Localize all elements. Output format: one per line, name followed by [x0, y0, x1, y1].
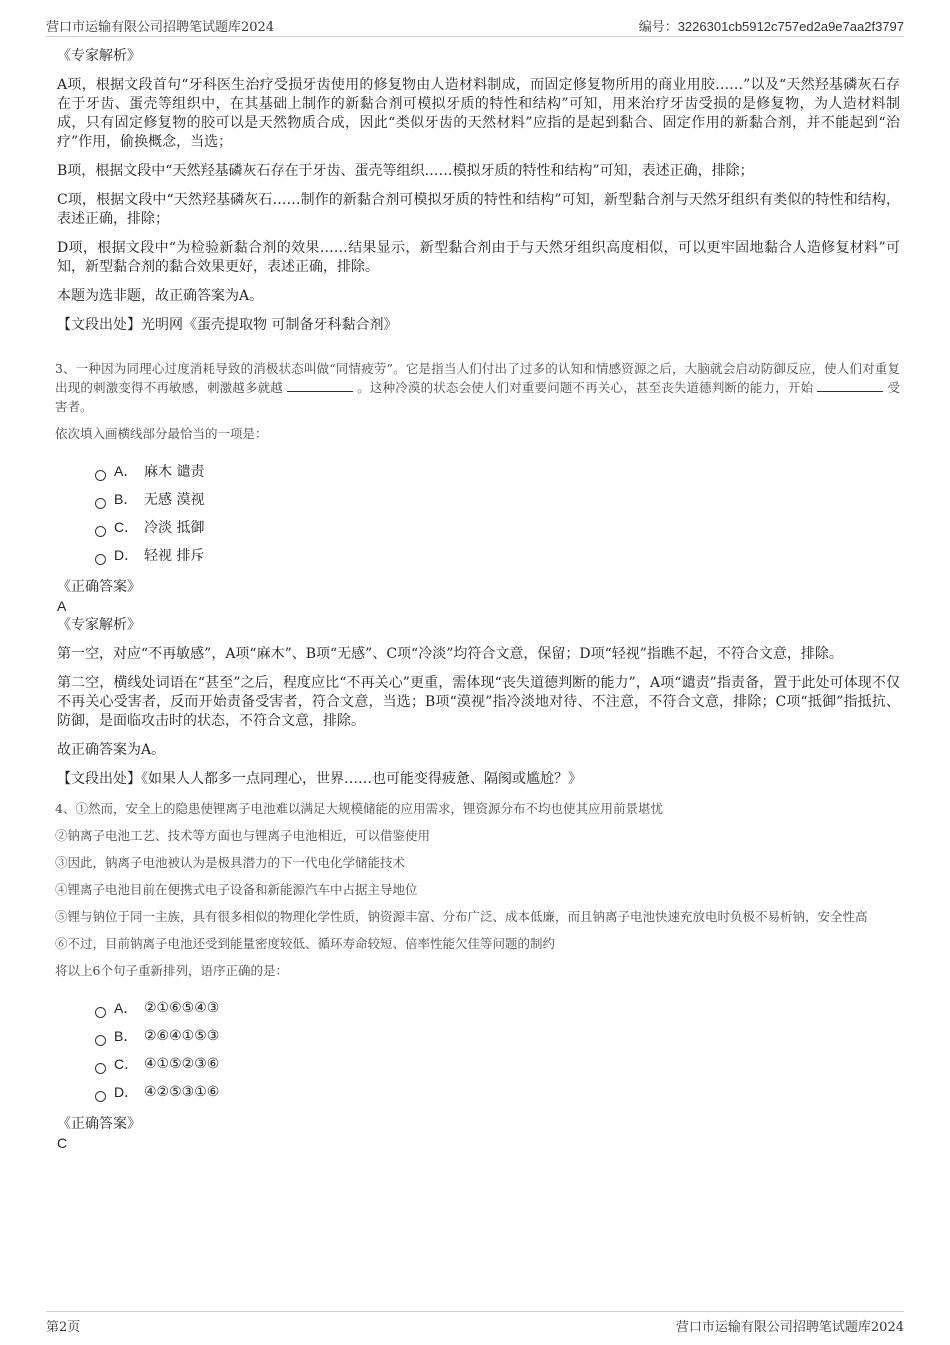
footer-title: 营口市运输有限公司招聘笔试题库2024 — [675, 1320, 904, 1335]
question-4-sentence: ⑥不过，目前钠离子电池还受到能量密度较低、循环寿命较短、倍率性能欠佳等问题的制约 — [55, 936, 556, 951]
option-d[interactable] — [95, 541, 900, 569]
radio-icon[interactable] — [95, 498, 106, 509]
page-header — [46, 14, 904, 37]
option-text: ④①⑤②③⑥ — [144, 1056, 220, 1072]
option-letter: D． — [114, 547, 139, 563]
option-letter: D． — [114, 1084, 139, 1100]
blank-line — [287, 379, 353, 392]
answer-label: 《正确答案》 — [57, 1116, 141, 1132]
option-letter: B． — [114, 1028, 138, 1044]
question-4-sentence: ⑤锂与钠位于同一主族，具有很多相似的物理化学性质，钠资源丰富、分布广泛、成本低廉，而且钠离子电池快速充放电时负极不易析钠，安全性高 — [55, 909, 868, 924]
question-3-text: 。这种冷漠的状态会使人们对重要问题不再关心，甚至丧失道德判断的能力，开始 — [357, 380, 814, 395]
option-b[interactable] — [95, 1022, 900, 1050]
radio-icon[interactable] — [95, 1091, 106, 1102]
analysis-paragraph: B项，根据文段中“天然羟基磷灰石存在于牙齿、蛋壳等组织……模拟牙质的特性和结构”可知，表述正确，排除； — [57, 163, 754, 179]
page-content — [55, 46, 900, 1152]
answer-value: C — [57, 1135, 68, 1151]
question-4-sentence: 4、①然而，安全上的隐患使锂离子电池难以满足大规模储能的应用需求，锂资源分布不均也使其应用前景堪忧 — [55, 801, 663, 816]
header-doc-id: 编号：3226301cb5912c757ed2a9e7aa2f3797 — [638, 19, 904, 34]
radio-icon[interactable] — [95, 1035, 106, 1046]
option-text: ②①⑥⑤④③ — [144, 1000, 220, 1016]
question-3-text: 受害者。 — [55, 380, 900, 414]
answer-conclusion: 本题为选非题，故正确答案为A。 — [57, 288, 264, 304]
option-text: 轻视 排斥 — [144, 548, 205, 564]
question-3-stem — [55, 359, 900, 416]
analysis-paragraph: D项，根据文段中“为检验新黏合剂的效果……结果显示，新型黏合剂由于与天然牙组织高度相似，可以更牢固地黏合人造修复材料”可知，新型黏合剂的黏合效果更好，表述正确，排除。 — [57, 240, 900, 275]
answer-label: 《正确答案》 — [57, 579, 141, 595]
option-text: 冷淡 抵御 — [144, 520, 205, 536]
question-3-text: 3、一种因为同理心过度消耗导致的消极状态叫做“同情疲劳”。它是指当人们付出了过多的认知和情感资源之后，大脑就会启动防御反应，使人们对重复出现的刺激变得不再敏感，刺激越多就越 — [55, 361, 900, 395]
page-number: 第2页 — [46, 1320, 81, 1335]
question-4-sentence: ④锂离子电池目前在便携式电子设备和新能源汽车中占据主导地位 — [55, 882, 418, 897]
question-4-sentence: ②钠离子电池工艺、技术等方面也与锂离子电池相近，可以借鉴使用 — [55, 828, 431, 843]
analysis-paragraph: 第一空，对应“不再敏感”，A项“麻木”、B项“无感”、C项“冷淡”均符合文意，保留；D项“轻视”指瞧不起，不符合文意，排除。 — [57, 646, 843, 662]
option-text: 麻木 谴责 — [144, 464, 205, 480]
answer-value: A — [57, 598, 67, 614]
option-text: 无感 漠视 — [144, 492, 205, 508]
analysis-label: 《专家解析》 — [57, 617, 141, 633]
option-d[interactable] — [95, 1078, 900, 1106]
option-letter: B． — [114, 491, 138, 507]
option-a[interactable] — [95, 994, 900, 1022]
question-4-sentence: ③因此，钠离子电池被认为是极具潜力的下一代电化学储能技术 — [55, 855, 406, 870]
radio-icon[interactable] — [95, 554, 106, 565]
answer-conclusion: 故正确答案为A。 — [57, 742, 166, 758]
option-letter: A． — [114, 1000, 138, 1016]
analysis-label: 《专家解析》 — [57, 48, 141, 64]
option-letter: A． — [114, 463, 138, 479]
radio-icon[interactable] — [95, 1007, 106, 1018]
header-title: 营口市运输有限公司招聘笔试题库2024 — [46, 20, 275, 35]
analysis-paragraph: C项，根据文段中“天然羟基磷灰石……制作的新黏合剂可模拟牙质的特性和结构”可知，新型黏合剂与天然牙组织有类似的特性和结构，表述正确，排除； — [57, 192, 900, 227]
option-a[interactable] — [95, 457, 900, 485]
source-citation: 【文段出处】《如果人人都多一点同理心，世界……也可能变得疲惫、隔阂或尴尬？》 — [57, 771, 582, 787]
option-c[interactable] — [95, 513, 900, 541]
question-4-options — [95, 994, 900, 1106]
option-letter: C． — [114, 519, 139, 535]
page-footer — [46, 1311, 904, 1336]
option-text: ②⑥④①⑤③ — [144, 1028, 220, 1044]
radio-icon[interactable] — [95, 526, 106, 537]
blank-line — [817, 379, 883, 392]
radio-icon[interactable] — [95, 470, 106, 481]
option-b[interactable] — [95, 485, 900, 513]
option-text: ④②⑤③①⑥ — [144, 1084, 220, 1100]
option-c[interactable] — [95, 1050, 900, 1078]
analysis-paragraph: A项，根据文段首句“牙科医生治疗受损牙齿使用的修复物由人造材料制成，而固定修复物所用的商业用胶……”以及“天然羟基磷灰石存在于牙齿、蛋壳等组织中，在其基础上制作的新黏合剂可模拟牙质的特性和结构”可知，用来治疗牙齿受损的是修复物，为人造材料制成，只有固定修复物的胶可以是天然物质合成，因此“类似牙齿的天然材料”应指的是起到黏合、固定作用的新黏合剂，并不能起到“治疗”作用，偷换概念，当选； — [57, 77, 900, 150]
question-3-prompt: 依次填入画横线部分最恰当的一项是： — [55, 426, 268, 441]
question-4-prompt: 将以上6个句子重新排列，语序正确的是： — [55, 963, 288, 978]
option-letter: C． — [114, 1056, 139, 1072]
analysis-paragraph: 第二空，横线处词语在“甚至”之后，程度应比“不再关心”更重，需体现“丧失道德判断的能力”，A项“谴责”指责备，置于此处可体现不仅不再关心受害者，反而开始责备受害者，符合文意，当选；B项“漠视”指冷淡地对待、不注意，不符合文意，排除；C项“抵御”指抵抗、防御，是面临攻击时的状态，不符合文意，排除。 — [57, 675, 900, 729]
radio-icon[interactable] — [95, 1063, 106, 1074]
question-3-options — [95, 457, 900, 569]
source-citation: 【文段出处】光明网《蛋壳提取物 可制备牙科黏合剂》 — [57, 317, 398, 333]
